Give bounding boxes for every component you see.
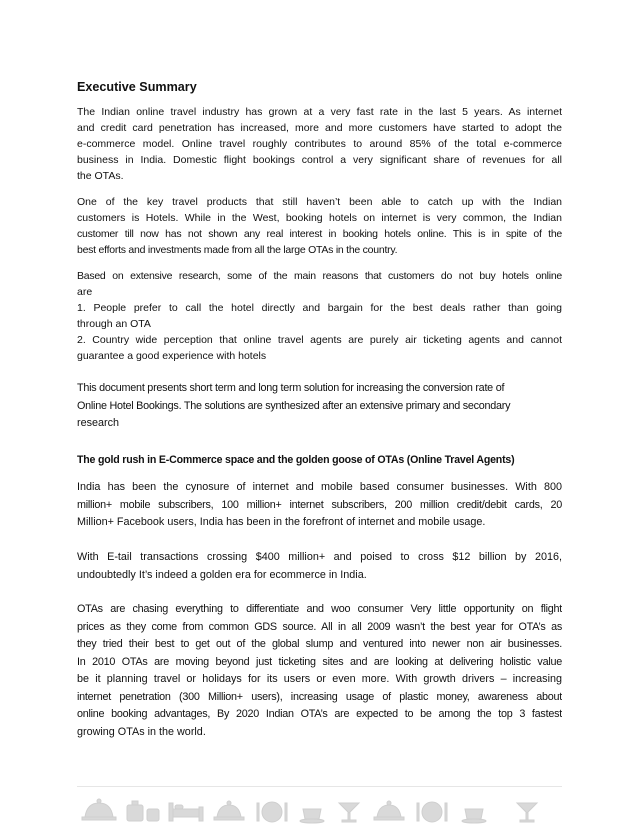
gold-rush-para-2 (77, 549, 562, 584)
cloche-icon (214, 801, 244, 820)
text-line: million+ mobile subscribers, 100 million+ internet subscribers, 200 million credit/debit cards, 20 (77, 498, 562, 511)
text-line: be it planning travel or holidays for its users or even more. With growth drivers – increasing (77, 673, 562, 685)
text-line: OTAs are chasing everything to differentiate and woo consumer Very little opportunity on flight (77, 603, 562, 615)
bed-icon (169, 803, 203, 821)
text-line: Online Hotel Bookings. The solutions are synthesized after an extensive primary and secondary (77, 399, 511, 412)
text-line: growing OTAs in the world. (77, 725, 206, 738)
text-line: This document presents short term and long term solution for increasing the conversion rate of (77, 382, 505, 394)
cup-icon (300, 809, 324, 823)
text-line: the OTAs. (77, 170, 124, 182)
text-line: e-commerce model. Online travel roughly contributes to around 85% of the total e-commerce (77, 138, 562, 150)
cocktail-icon (517, 803, 537, 822)
text-line: One of the key travel products that still haven’t been able to catch up with the Indian (77, 196, 562, 208)
text-line: internet penetration (300 Million+ users), increasing usage of plastic money, awareness about (77, 690, 562, 703)
list-item: 1. People prefer to call the hotel directly and bargain for the best deals rather than going (77, 302, 562, 314)
footer-icon-strip (77, 786, 562, 827)
text-line: undoubtedly It’s indeed a golden era for ecommerce in India. (77, 568, 367, 581)
text-line: In 2010 OTAs are moving beyond just ticketing sites and are looking at delivering holistic value (77, 655, 562, 668)
text-line: India has been the cynosure of internet and mobile based consumer businesses. With 800 (77, 481, 562, 493)
exec-para-4 (77, 380, 562, 433)
text-line: research (77, 417, 120, 429)
exec-para-1 (77, 104, 562, 184)
text-line: guarantee a good experience with hotels (77, 350, 267, 362)
text-line: customer till now has not shown any real interest in booking hotels online. This is in spite of the (77, 228, 562, 240)
text-line: business in India. Domestic flight bookings control a very significant share of revenues for all (77, 154, 562, 166)
luggage-icon (127, 801, 159, 821)
text-line: are (77, 286, 93, 298)
cloche-icon (374, 801, 404, 820)
executive-summary-heading: Executive Summary (77, 80, 197, 94)
text-line: Based on extensive research, some of the main reasons that customers do not buy hotels online (77, 270, 562, 282)
text-line: Million+ Facebook users, India has been in the forefront of internet and mobile usage. (77, 516, 486, 528)
bell-icon (82, 799, 116, 820)
text-line: best efforts and investments made from all the large OTAs in the country. (77, 244, 398, 256)
gold-rush-heading: The gold rush in E-Commerce space and the golden goose of OTAs (Online Travel Agents) (77, 454, 515, 466)
text-line: With E-tail transactions crossing $400 million+ and poised to cross $12 billion by 2016, (77, 551, 562, 563)
text-line: customers is Hotels. While in the West, booking hotels on internet is very common, the Indian (77, 212, 562, 224)
text-line: and credit card penetration has increased, more and more customers have started to adopt the (77, 122, 562, 134)
exec-para-2 (77, 194, 562, 258)
cup-icon (462, 809, 486, 823)
text-line: The Indian online travel industry has grown at a very fast rate in the last 5 years. As internet (77, 106, 562, 118)
plate-icon (417, 802, 447, 822)
text-line: online booking advantages, By 2020 Indian OTA’s are expected to be among the top 3 fastest (77, 708, 562, 720)
gold-rush-para-3 (77, 601, 562, 741)
list-item: 2. Country wide perception that online travel agents are purely air ticketing agents and cannot (77, 334, 562, 346)
text-line: through an OTA (77, 318, 151, 330)
gold-rush-para-1 (77, 479, 562, 532)
plate-icon (257, 802, 287, 822)
text-line: they tried their best to get out of the global slump and ventured into newer non air businesses. (77, 638, 562, 650)
cocktail-icon (339, 803, 359, 822)
text-line: prices as they come from common GDS source. All in all 2009 wasn’t the best year for OTA’s as (77, 620, 562, 633)
exec-para-3 (77, 268, 562, 364)
footer-icons (77, 791, 562, 827)
